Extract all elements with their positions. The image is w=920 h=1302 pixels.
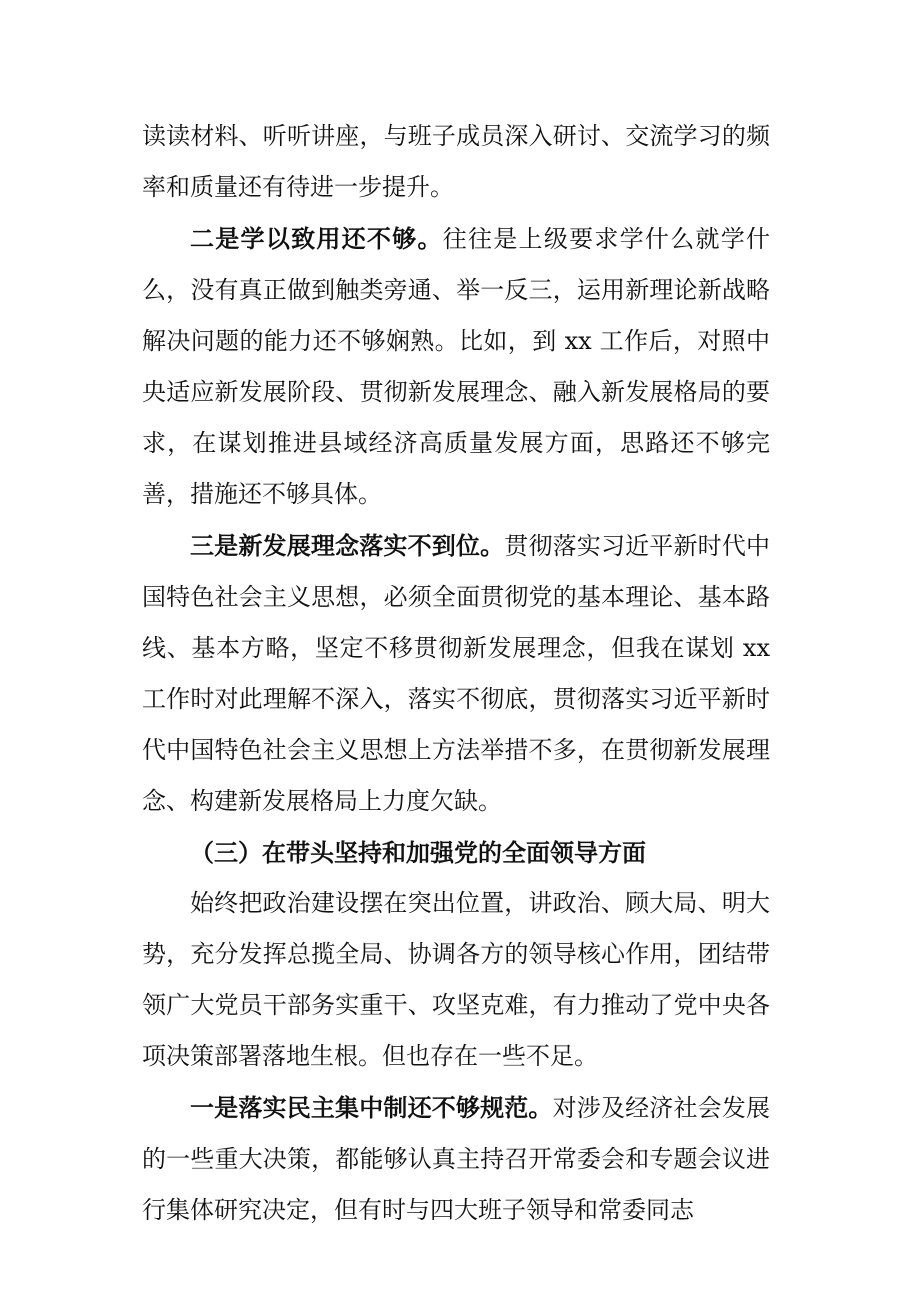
paragraph-lead: 三是新发展理念落实不到位。 bbox=[190, 531, 505, 560]
paragraph-text: 读读材料、听听讲座，与班子成员深入研讨、交流学习的频率和质量还有待进一步提升。 bbox=[142, 122, 770, 201]
paragraph-political-building bbox=[142, 878, 770, 1082]
section-heading: （三）在带头坚持和加强党的全面领导方面 bbox=[190, 838, 646, 867]
paragraph-new-development bbox=[142, 520, 770, 827]
paragraph-apply-learning bbox=[142, 213, 770, 520]
paragraph-lead: 一是落实民主集中制还不够规范。 bbox=[190, 1093, 553, 1122]
paragraph-continuation bbox=[142, 111, 770, 213]
document-page bbox=[142, 111, 770, 1236]
paragraph-text: 往往是上级要求学什么就学什么，没有真正做到触类旁通、举一反三，运用新理论新战略解决问题的能力还不够娴熟。比如，到 xx 工作后，对照中央适应新发展阶段、贯彻新发展理念、融入新发展格局的要求，在谋划推进县域经济高质量发展方面，思路还不够完善，措施还不够具体。 bbox=[142, 225, 771, 508]
paragraph-text: 始终把政治建设摆在突出位置，讲政治、顾大局、明大势，充分发挥总揽全局、协调各方的领导核心作用，团结带领广大党员干部务实重干、攻坚克难，有力推动了党中央各项决策部署落地生根。但也存在一些不足。 bbox=[142, 889, 770, 1070]
paragraph-text: 贯彻落实习近平新时代中国特色社会主义思想，必须全面贯彻党的基本理论、基本路线、基本方略，坚定不移贯彻新发展理念，但我在谋划 xx 工作时对此理解不深入，落实不彻底，贯彻落实习近平新时代中国特色社会主义思想上方法举措不多，在贯彻新发展理念、构建新发展格局上力度欠缺。 bbox=[142, 532, 771, 815]
paragraph-lead: 二是学以致用还不够。 bbox=[190, 224, 443, 253]
paragraph-democratic-centralism bbox=[142, 1082, 770, 1236]
paragraph-text: 对涉及经济社会发展的一些重大决策，都能够认真主持召开常委会和专题会议进行集体研究决定，但有时与四大班子领导和常委同志 bbox=[142, 1094, 771, 1224]
